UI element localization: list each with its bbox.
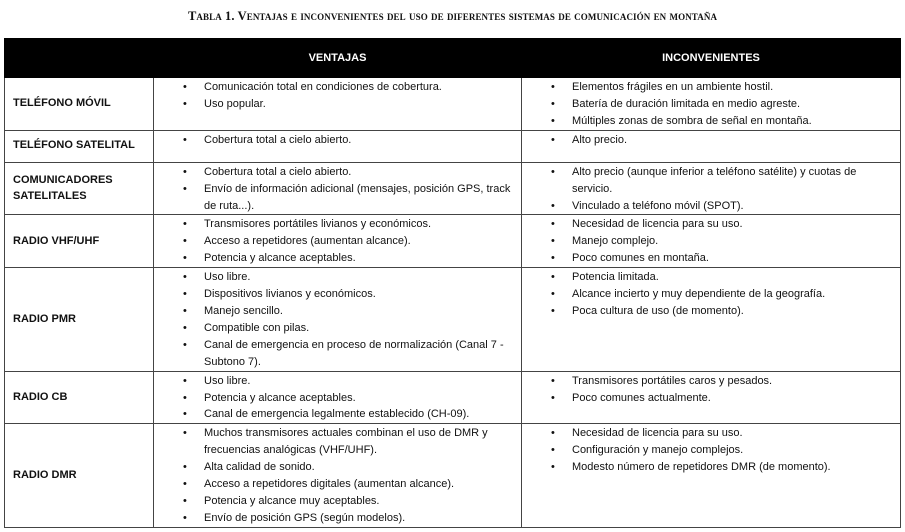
ventajas-list (154, 131, 521, 149)
list-item: • Uso libre. (154, 269, 521, 286)
list-item: • Canal de emergencia en proceso de normalización (Canal 7 - Subtono 7). (154, 337, 521, 371)
table-row (5, 424, 901, 528)
ventajas-list (154, 163, 521, 215)
list-item: • Alto precio. (522, 132, 900, 149)
table-row (5, 162, 901, 215)
ventajas-cell (154, 371, 522, 424)
table-row (5, 215, 901, 268)
list-item: • Alcance incierto y muy dependiente de la geografía. (522, 286, 900, 303)
list-item: • Transmisores portátiles livianos y económicos. (154, 216, 521, 233)
table-row (5, 371, 901, 424)
table-body (5, 78, 901, 528)
table-row (5, 268, 901, 371)
list-item: • Alta calidad de sonido. (154, 459, 521, 476)
ventajas-list (154, 268, 521, 370)
row-label: RADIO DMR (5, 424, 154, 528)
inconvenientes-list (522, 215, 900, 267)
list-item: • Transmisores portátiles caros y pesados. (522, 373, 900, 390)
list-item: • Poca cultura de uso (de momento). (522, 303, 900, 320)
header-ventajas: VENTAJAS (154, 39, 522, 78)
list-item: • Dispositivos livianos y económicos. (154, 286, 521, 303)
ventajas-list (154, 424, 521, 526)
table-caption: Tabla 1. Ventajas e inconvenientes del uso de diferentes sistemas de comunicación en montaña (187, 9, 718, 23)
inconvenientes-cell (522, 371, 901, 424)
row-label: RADIO VHF/UHF (5, 215, 154, 268)
inconvenientes-list (522, 424, 900, 476)
list-item: • Potencia limitada. (522, 269, 900, 286)
list-item: • Compatible con pilas. (154, 320, 521, 337)
list-item: • Manejo complejo. (522, 233, 900, 250)
ventajas-list (154, 78, 521, 113)
ventajas-list (154, 372, 521, 424)
list-item: • Potencia y alcance aceptables. (154, 390, 521, 407)
header-inconvenientes: INCONVENIENTES (522, 39, 901, 78)
list-item: • Poco comunes en montaña. (522, 250, 900, 267)
header-blank (5, 39, 154, 78)
inconvenientes-list (522, 372, 900, 407)
list-item: • Acceso a repetidores (aumentan alcance). (154, 233, 521, 250)
ventajas-cell (154, 78, 522, 131)
row-label: RADIO PMR (5, 268, 154, 371)
list-item: • Vinculado a teléfono móvil (SPOT). (522, 198, 900, 215)
list-item: • Potencia y alcance aceptables. (154, 250, 521, 267)
ventajas-cell (154, 215, 522, 268)
list-item: • Múltiples zonas de sombra de señal en montaña. (522, 113, 900, 130)
inconvenientes-cell (522, 268, 901, 371)
table-row (5, 130, 901, 162)
row-label: TELÉFONO MÓVIL (5, 78, 154, 131)
inconvenientes-cell (522, 130, 901, 162)
list-item: • Canal de emergencia legalmente establecido (CH-09). (154, 406, 521, 423)
list-item: • Potencia y alcance muy aceptables. (154, 493, 521, 510)
list-item: • Modesto número de repetidores DMR (de momento). (522, 459, 900, 476)
list-item: • Poco comunes actualmente. (522, 390, 900, 407)
row-label: TELÉFONO SATELITAL (5, 130, 154, 162)
list-item: • Envío de información adicional (mensajes, posición GPS, track de ruta...). (154, 181, 521, 215)
inconvenientes-list (522, 131, 900, 149)
list-item: • Muchos transmisores actuales combinan el uso de DMR y frecuencias analógicas (VHF/UHF). (154, 425, 521, 459)
list-item: • Uso popular. (154, 96, 521, 113)
list-item: • Envío de posición GPS (según modelos). (154, 510, 521, 527)
inconvenientes-cell (522, 215, 901, 268)
inconvenientes-list (522, 78, 900, 130)
inconvenientes-cell (522, 424, 901, 528)
list-item: • Configuración y manejo complejos. (522, 442, 900, 459)
ventajas-cell (154, 130, 522, 162)
list-item: • Elementos frágiles en un ambiente hostil. (522, 79, 900, 96)
list-item: • Cobertura total a cielo abierto. (154, 132, 521, 149)
ventajas-cell (154, 268, 522, 371)
list-item: • Acceso a repetidores digitales (aumentan alcance). (154, 476, 521, 493)
table-row (5, 78, 901, 131)
ventajas-cell (154, 162, 522, 215)
comparison-table (4, 38, 901, 528)
list-item: • Cobertura total a cielo abierto. (154, 164, 521, 181)
inconvenientes-list (522, 268, 900, 320)
list-item: • Necesidad de licencia para su uso. (522, 216, 900, 233)
list-item: • Manejo sencillo. (154, 303, 521, 320)
inconvenientes-cell (522, 78, 901, 131)
ventajas-list (154, 215, 521, 267)
header-row (5, 39, 901, 78)
inconvenientes-list (522, 163, 900, 215)
list-item: • Batería de duración limitada en medio agreste. (522, 96, 900, 113)
list-item: • Necesidad de licencia para su uso. (522, 425, 900, 442)
list-item: • Alto precio (aunque inferior a teléfono satélite) y cuotas de servicio. (522, 164, 900, 198)
ventajas-cell (154, 424, 522, 528)
list-item: • Uso libre. (154, 373, 521, 390)
list-item: • Comunicación total en condiciones de cobertura. (154, 79, 521, 96)
row-label: COMUNICADORES SATELITALES (5, 162, 154, 215)
inconvenientes-cell (522, 162, 901, 215)
row-label: RADIO CB (5, 371, 154, 424)
